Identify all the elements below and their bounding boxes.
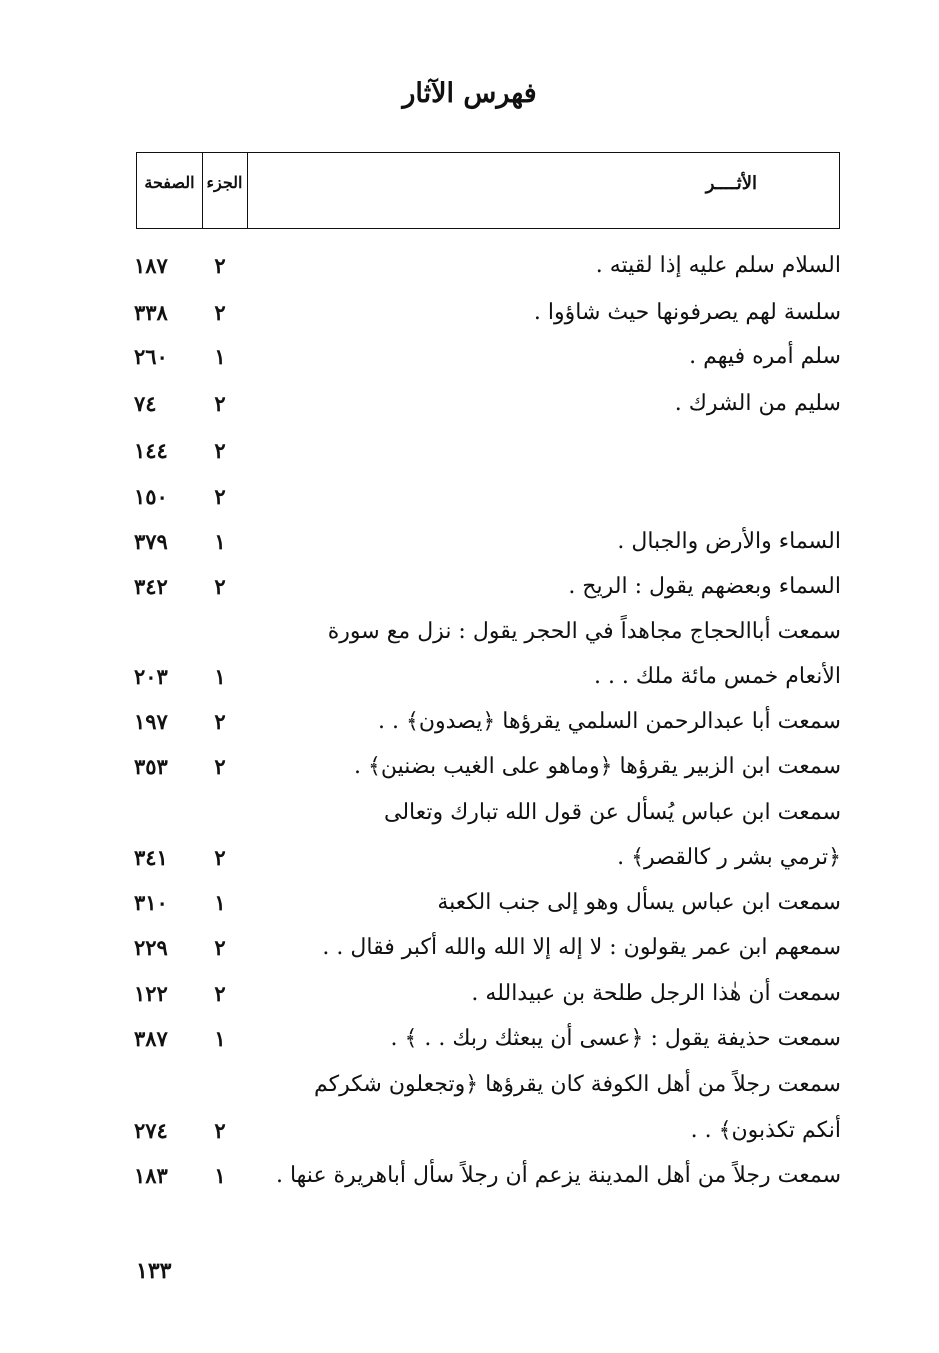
- index-row: [0, 617, 939, 663]
- index-row: [0, 979, 939, 1025]
- volume-number: ١: [214, 529, 226, 554]
- index-table-header: [136, 152, 840, 229]
- page-column-header: الصفحة: [144, 173, 195, 192]
- volume-number: ١: [214, 1163, 226, 1188]
- athar-text: سمعت ابن عباس يسأل وهو إلى جنب الكعبة: [437, 890, 841, 915]
- athar-text: سلم أمره فيهم .: [689, 344, 841, 369]
- page-reference: ١٩٧: [134, 709, 168, 734]
- page-reference: ٧٤: [134, 391, 157, 416]
- athar-text: سلسة لهم يصرفونها حيث شاؤوا .: [533, 300, 841, 325]
- index-row: [0, 843, 939, 889]
- athar-text: سمعت أبا عبدالرحمن السلمي يقرؤها ﴿يصدون﴾ . .: [378, 709, 841, 734]
- volume-number: ٢: [214, 1118, 226, 1143]
- page-reference: ٢٧٤: [134, 1118, 168, 1143]
- page-reference: ٢٦٠: [134, 344, 168, 369]
- index-row: [0, 798, 939, 844]
- index-row: [0, 1116, 939, 1162]
- athar-text: سليم من الشرك .: [674, 391, 841, 416]
- index-row: [0, 527, 939, 573]
- athar-text: سمعت أن هٰذا الرجل طلحة بن عبيدالله .: [471, 981, 841, 1006]
- volume-number: ٢: [214, 391, 226, 416]
- page-reference: ٣٨٧: [134, 1026, 168, 1051]
- page-reference: ١٨٧: [134, 253, 168, 278]
- index-row: [0, 662, 939, 708]
- index-row: [0, 707, 939, 753]
- athar-text: السماء وبعضهم يقول : الريح .: [568, 574, 841, 599]
- volume-number: ١: [214, 1026, 226, 1051]
- athar-column-header: الأثــــر: [705, 173, 757, 194]
- page-reference: ٣٧٩: [134, 529, 168, 554]
- index-row: [0, 342, 939, 388]
- volume-number: ١: [214, 664, 226, 689]
- page-title: فهرس الآثار: [402, 78, 537, 109]
- volume-number: ٢: [214, 935, 226, 960]
- athar-text: الأنعام خمس مائة ملك . . .: [593, 664, 841, 689]
- index-row: [0, 389, 939, 435]
- page-reference: ١٥٠: [134, 484, 168, 509]
- athar-text: السماء والأرض والجبال .: [617, 529, 841, 554]
- index-row: [0, 1161, 939, 1207]
- athar-text: سمعت أباالحجاج مجاهداً في الحجر يقول : نزل مع سورة: [327, 619, 841, 644]
- page-reference: ٣١٠: [134, 890, 168, 915]
- page-reference: ٣٤٢: [134, 574, 168, 599]
- index-row: [0, 436, 939, 482]
- volume-number: ٢: [214, 709, 226, 734]
- athar-text: سمعت رجلاً من أهل الكوفة كان يقرؤها ﴿وتجعلون شكركم: [314, 1072, 841, 1097]
- index-row: [0, 752, 939, 798]
- volume-number: ٢: [214, 438, 226, 463]
- page-reference: ٣٣٨: [134, 300, 168, 325]
- index-row: [0, 1070, 939, 1116]
- athar-text: سمعت ابن عباس يُسأل عن قول الله تبارك وتعالى: [383, 800, 841, 825]
- athar-text: أنكم تكذبون﴾ . .: [690, 1118, 841, 1143]
- volume-number: ٢: [214, 754, 226, 779]
- volume-number: ٢: [214, 574, 226, 599]
- athar-text: سمعت ابن الزبير يقرؤها ﴿وماهو على الغيب بضنين﴾ .: [354, 754, 841, 779]
- page-reference: ١٤٤: [134, 438, 168, 463]
- column-divider: [247, 153, 248, 228]
- page-number: ١٣٣: [136, 1258, 172, 1284]
- athar-text: السلام سلم عليه إذا لقيته .: [595, 253, 841, 278]
- page-reference: ٣٥٣: [134, 754, 168, 779]
- volume-number: ٢: [214, 300, 226, 325]
- athar-text: سمعهم ابن عمر يقولون : لا إله إلا الله والله أكبر فقال . .: [322, 935, 841, 960]
- index-row: [0, 888, 939, 934]
- index-row: [0, 482, 939, 528]
- volume-number: ٢: [214, 845, 226, 870]
- index-row: [0, 251, 939, 297]
- index-row: [0, 298, 939, 344]
- index-row: [0, 572, 939, 618]
- volume-number: ١: [214, 344, 226, 369]
- athar-text: سمعت رجلاً من أهل المدينة يزعم أن رجلاً سأل أباهريرة عنها .: [275, 1163, 841, 1188]
- page-reference: ٣٤١: [134, 845, 168, 870]
- page-reference: ١٨٣: [134, 1163, 168, 1188]
- athar-text: سمعت حذيفة يقول : ﴿عسى أن يبعثك ربك . . ﴾ .: [390, 1026, 841, 1051]
- athar-text: ﴿ترمي بشر ر كالقصر﴾ .: [617, 845, 841, 870]
- index-row: [0, 933, 939, 979]
- volume-column-header: الجزء: [206, 173, 243, 192]
- index-row: [0, 1024, 939, 1070]
- page-reference: ١٢٢: [134, 981, 168, 1006]
- page-reference: ٢٢٩: [134, 935, 168, 960]
- volume-number: ٢: [214, 981, 226, 1006]
- volume-number: ٢: [214, 253, 226, 278]
- page-reference: ٢٠٣: [134, 664, 168, 689]
- volume-number: ٢: [214, 484, 226, 509]
- volume-number: ١: [214, 890, 226, 915]
